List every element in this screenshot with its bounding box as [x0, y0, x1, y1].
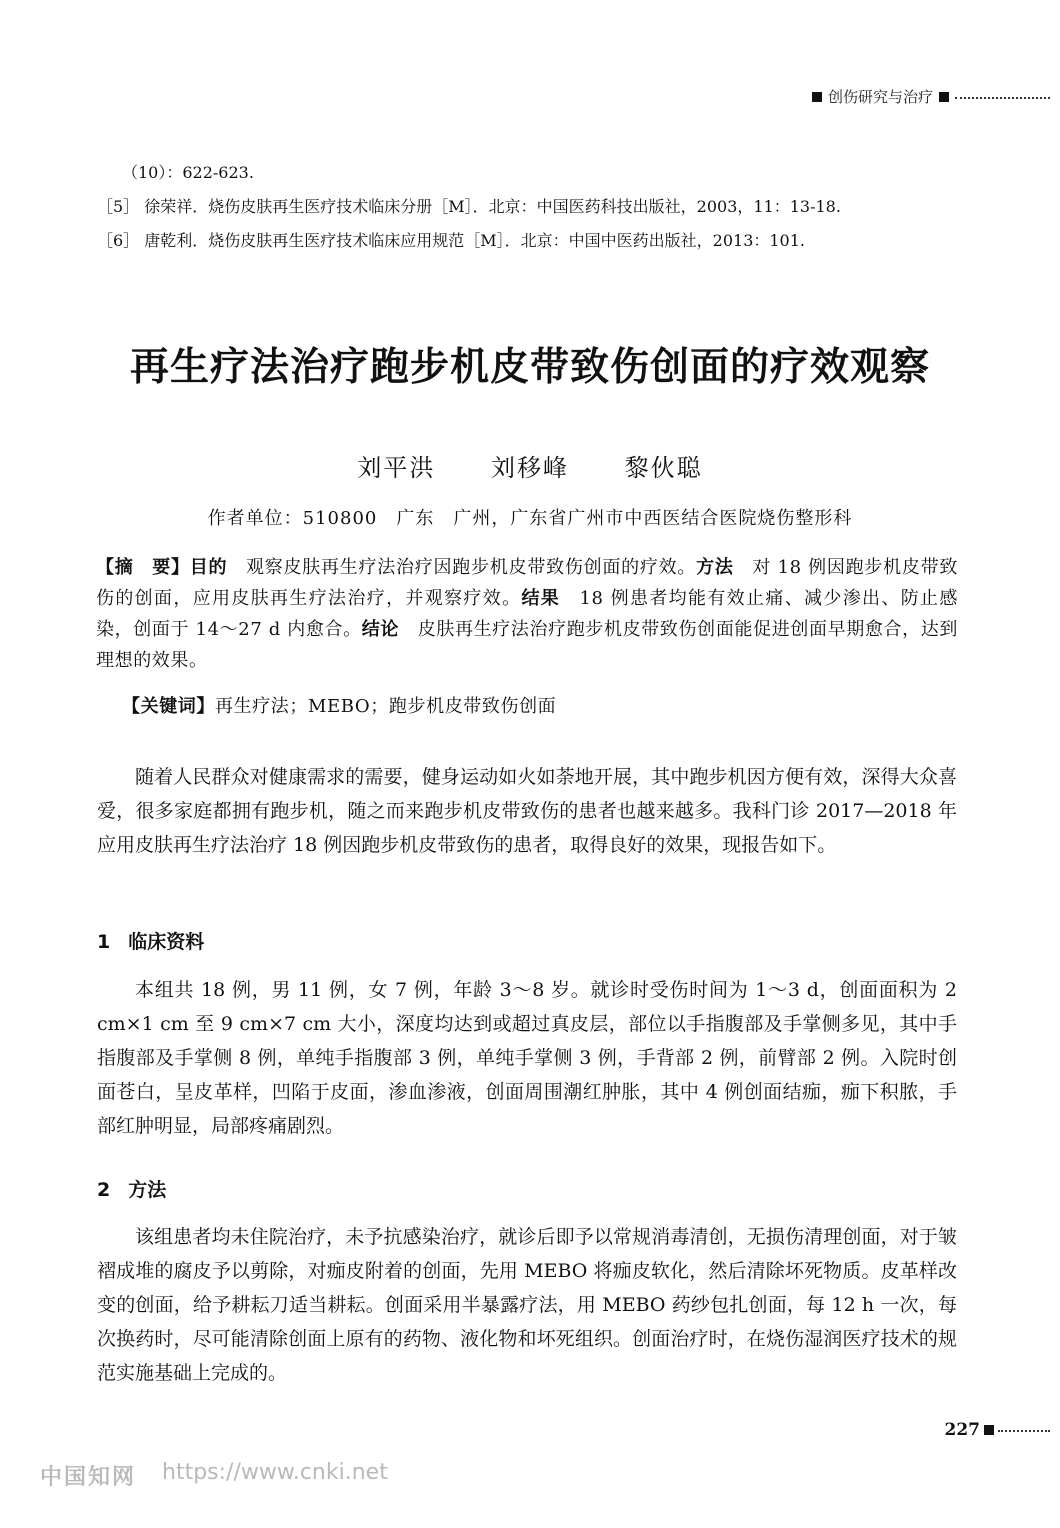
section-number: 2	[97, 1179, 111, 1201]
section-title: 临床资料	[128, 931, 205, 953]
cnki-logo: 中国知网	[40, 1465, 137, 1490]
abstract-label: 【摘 要】	[96, 557, 190, 578]
objective-text: 观察皮肤再生疗法治疗因跑步机皮带致伤创面的疗效。	[246, 557, 697, 578]
square-bullet-icon	[939, 92, 949, 102]
dotted-rule	[955, 97, 1050, 99]
section-heading	[97, 927, 204, 954]
section-paragraph: 该组患者均未住院治疗，未予抗感染治疗，就诊后即予以常规消毒清创，无损伤清理创面，对于皱褶成堆的腐皮予以剪除，对痂皮附着的创面，先用 MEBO 将痂皮软化，然后清除坏死物质。皮革样改变的创面，给予耕耘刀适当耕耘。创面采用半暴露疗法，用 MEBO 药纱包扎创面，每 12 h 一次，每次换药时，尽可能清除创面上原有的药物、液化物和坏死组织。创面治疗时，在烧伤湿润医疗技术的规范实施基础上完成的。	[97, 1226, 957, 1384]
conclusion-text: 皮肤再生疗法治疗跑步机皮带致伤创面能促进创面早期愈合，达到理想的效果。	[96, 619, 959, 671]
page-footer	[945, 1420, 1051, 1440]
author-name: 刘移峰	[491, 454, 569, 482]
cnki-url: https://www.cnki.net	[162, 1460, 388, 1485]
article-title: 再生疗法治疗跑步机皮带致伤创面的疗效观察	[129, 344, 930, 390]
section-title: 创伤研究与治疗	[827, 88, 933, 106]
keywords	[122, 692, 556, 718]
method-label: 方法	[696, 557, 734, 578]
result-text: 18 例患者均能有效止痛、减少渗出、防止感染，创面于 14～27 d 内愈合。	[96, 588, 958, 640]
author-affiliation: 作者单位：510800 广东 广州，广东省广州市中西医结合医院烧伤整形科	[207, 508, 853, 529]
reference-continuation: （10）：622-623.	[122, 163, 254, 182]
abstract	[96, 552, 958, 676]
reference-6: ［6］ 唐乾利．烧伤皮肤再生医疗技术临床应用规范［M］．北京：中国中医药出版社，2013：101.	[97, 231, 805, 250]
square-bullet-icon	[812, 92, 822, 102]
author-name: 黎伙聪	[624, 454, 703, 482]
section-number: 1	[97, 931, 111, 953]
keywords-label: 【关键词】	[122, 696, 215, 717]
square-bullet-icon	[984, 1425, 994, 1435]
cnki-watermark	[40, 1460, 388, 1491]
section-title: 方法	[128, 1179, 167, 1201]
section-paragraph: 本组共 18 例，男 11 例，女 7 例，年龄 3～8 岁。就诊时受伤时间为 1～3 d，创面面积为 2 cm×1 cm 至 9 cm×7 cm 大小，深度均达到或超过真皮层，部位以手指腹部及手掌侧多见，其中手指腹部及手掌侧 8 例，单纯手指腹部 3 例，单纯手掌侧 3 例，手背部 2 例，前臂部 2 例。入院时创面苍白，呈皮革样，凹陷于皮面，渗血渗液，创面周围潮红肿胀，其中 4 例创面结痂，痂下积脓，手部红肿明显，局部疼痛剧烈。	[97, 979, 957, 1137]
result-label: 结果	[521, 588, 561, 609]
conclusion-label: 结论	[361, 619, 400, 640]
page-number: 227	[944, 1420, 980, 1440]
objective-label: 目的	[189, 557, 228, 578]
running-header	[812, 86, 1050, 107]
author-name: 刘平洪	[357, 454, 436, 482]
method-text: 对 18 例因跑步机皮带致伤的创面，应用皮肤再生疗法治疗，并观察疗效。	[96, 557, 959, 609]
author-list	[0, 448, 1060, 483]
intro-paragraph: 随着人民群众对健康需求的需要，健身运动如火如荼地开展，其中跑步机因方便有效，深得大众喜爱，很多家庭都拥有跑步机，随之而来跑步机皮带致伤的患者也越来越多。我科门诊 2017—2018 年应用皮肤再生疗法治疗 18 例因跑步机皮带致伤的患者，取得良好的效果，现报告如下。	[97, 766, 957, 856]
section-heading	[97, 1175, 166, 1202]
dotted-rule	[998, 1430, 1050, 1432]
reference-5: ［5］ 徐荣祥．烧伤皮肤再生医疗技术临床分册［M］．北京：中国医药科技出版社，2003，11：13-18.	[97, 197, 841, 216]
keywords-text: 再生疗法；MEBO；跑步机皮带致伤创面	[215, 696, 557, 717]
